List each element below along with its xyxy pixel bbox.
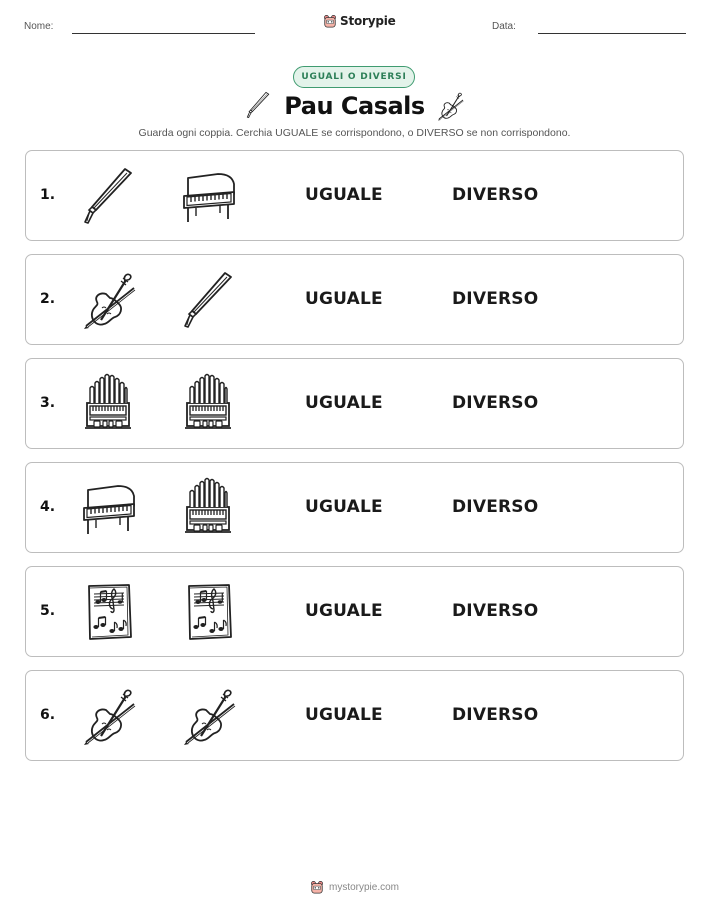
organ-icon: [76, 372, 140, 436]
row-number: 2.: [40, 291, 56, 307]
brand-name: Storypie: [340, 14, 396, 28]
date-label: Data:: [492, 21, 516, 32]
row-number: 3.: [40, 395, 56, 411]
violin-icon: [76, 684, 140, 748]
pair-row-5: [25, 566, 684, 657]
same-option[interactable]: UGUALE: [305, 185, 383, 205]
organ-icon: [176, 476, 240, 540]
pair-row-1: [25, 150, 684, 241]
same-option[interactable]: UGUALE: [305, 497, 383, 517]
organ-icon: [176, 372, 240, 436]
pair-row-6: [25, 670, 684, 761]
footer: [0, 880, 709, 894]
different-option[interactable]: DIVERSO: [452, 185, 539, 205]
left-picture: [76, 164, 140, 228]
name-line[interactable]: [72, 33, 255, 34]
piano-icon: [176, 164, 240, 228]
pair-row-2: [25, 254, 684, 345]
page-title: Pau Casals: [284, 92, 425, 120]
different-option[interactable]: DIVERSO: [452, 497, 539, 517]
right-picture: [176, 164, 240, 228]
bow-icon: [176, 268, 240, 332]
same-option[interactable]: UGUALE: [305, 601, 383, 621]
same-option[interactable]: UGUALE: [305, 289, 383, 309]
name-label: Nome:: [24, 21, 54, 32]
row-number: 5.: [40, 603, 56, 619]
date-line[interactable]: [538, 33, 686, 34]
right-picture: [176, 372, 240, 436]
left-picture: [76, 268, 140, 332]
different-option[interactable]: DIVERSO: [452, 601, 539, 621]
same-option[interactable]: UGUALE: [305, 705, 383, 725]
left-picture: [76, 684, 140, 748]
right-picture: [176, 476, 240, 540]
sheet-music-icon: [176, 580, 240, 644]
violin-icon: [176, 684, 240, 748]
row-number: 6.: [40, 707, 56, 723]
right-picture: [176, 684, 240, 748]
sheet-music-icon: [76, 580, 140, 644]
footer-url[interactable]: mystorypie.com: [328, 881, 399, 893]
piano-icon: [76, 476, 140, 540]
different-option[interactable]: DIVERSO: [452, 393, 539, 413]
row-number: 4.: [40, 499, 56, 515]
left-picture: [76, 580, 140, 644]
storypie-logo-icon: [323, 14, 337, 28]
activity-badge: UGUALI O DIVERSI: [293, 66, 415, 88]
violin-icon: [434, 90, 466, 122]
brand: [323, 14, 396, 28]
left-picture: [76, 372, 140, 436]
right-picture: [176, 580, 240, 644]
right-picture: [176, 268, 240, 332]
violin-icon: [76, 268, 140, 332]
storypie-logo-icon: [310, 880, 324, 894]
different-option[interactable]: DIVERSO: [452, 289, 539, 309]
pair-row-3: [25, 358, 684, 449]
different-option[interactable]: DIVERSO: [452, 705, 539, 725]
pair-row-4: [25, 462, 684, 553]
left-picture: [76, 476, 140, 540]
row-number: 1.: [40, 187, 56, 203]
same-option[interactable]: UGUALE: [305, 393, 383, 413]
bow-icon: [76, 164, 140, 228]
instructions: Guarda ogni coppia. Cerchia UGUALE se corrispondono, o DIVERSO se non corrispondono.: [138, 127, 571, 139]
